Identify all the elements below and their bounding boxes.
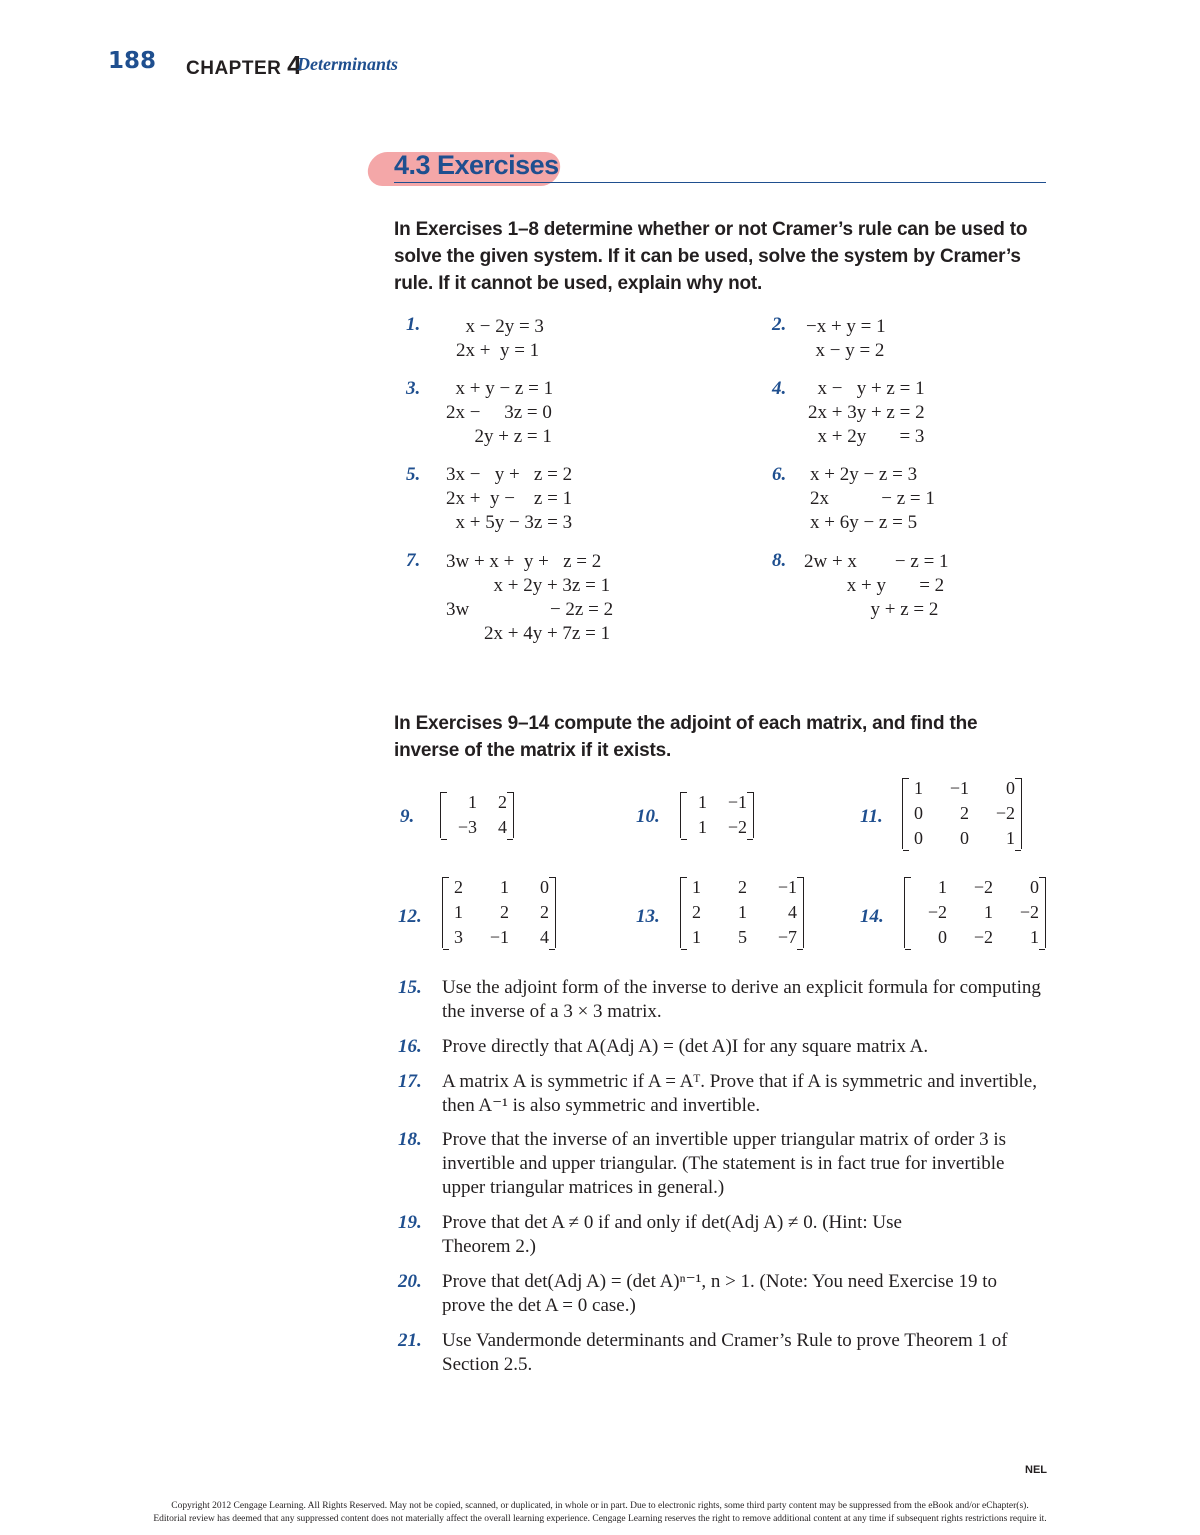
- matrix-cell: 2: [540, 902, 549, 922]
- exercise-number: 14.: [860, 906, 884, 927]
- matrix-cell: 1: [454, 902, 463, 922]
- exercise-number: 9.: [400, 806, 415, 827]
- equation-line: −x + y = 1: [806, 316, 886, 337]
- equation-system: [446, 377, 553, 449]
- matrix-cell: 1: [468, 792, 477, 812]
- matrix-cell: 1: [914, 778, 923, 798]
- exercise-number: 4.: [772, 378, 787, 399]
- equation-line: 3x − y + z = 2: [446, 464, 573, 485]
- equation-system: [446, 463, 572, 535]
- matrix: [680, 792, 754, 838]
- equation-line: x + 6y − z = 5: [810, 512, 918, 533]
- exercise-number: 21.: [398, 1330, 422, 1351]
- exercise-number: 18.: [398, 1129, 422, 1150]
- matrix: [680, 877, 804, 948]
- matrix-cell: 1: [738, 902, 747, 922]
- exercise-number: 3.: [406, 378, 421, 399]
- copyright-line: Editorial review has deemed that any suppressed content does not materially affect the overall learning experience. Cengage Learning reserves the right to remove additional content at any time if subsequent rights restrictions require it.: [153, 1514, 1047, 1524]
- matrix-cell: 1: [1030, 927, 1039, 947]
- equation-line: 3w − 2z = 2: [446, 599, 614, 620]
- exercise-number: 12.: [398, 906, 422, 927]
- matrix-cell: 1: [692, 877, 701, 897]
- matrix-cell: −3: [457, 817, 477, 837]
- problem-text: Prove that det(Adj A) = (det A)ⁿ⁻¹, n > 1. (Note: You need Exercise 19 to prove the det A = 0 case.): [442, 1271, 997, 1316]
- exercise-number: 16.: [398, 1036, 422, 1057]
- equation-system: [456, 315, 544, 363]
- equation-system: [806, 315, 886, 363]
- equation-line: 3w + x + y + z = 2: [446, 551, 602, 572]
- matrix-cell: 0: [1006, 778, 1015, 798]
- matrix-cell: −2: [1019, 902, 1039, 922]
- section-rule: [394, 182, 1046, 183]
- equation-line: x + 5y − 3z = 3: [446, 512, 573, 533]
- matrix-cell: 2: [692, 902, 701, 922]
- equation-system: [810, 463, 935, 535]
- equation-line: 2w + x − z = 1: [804, 551, 949, 572]
- chapter-title: Determinants: [297, 54, 399, 74]
- matrix-cell: 1: [984, 902, 993, 922]
- matrix-cell: −2: [927, 902, 947, 922]
- exercise-number: 20.: [398, 1271, 422, 1292]
- exercise-number: 1.: [406, 314, 421, 335]
- matrix-cell: 0: [914, 803, 923, 823]
- exercise-number: 11.: [860, 806, 883, 827]
- matrix-cell: 1: [500, 877, 509, 897]
- matrix-cell: 4: [788, 902, 797, 922]
- matrix-cell: 1: [698, 817, 707, 837]
- problem-text: Use the adjoint form of the inverse to derive an explicit formula for computing the inverse of a 3 × 3 matrix.: [442, 977, 1041, 1022]
- matrix-cell: −1: [777, 877, 797, 897]
- matrix-cell: 2: [498, 792, 507, 812]
- instructions-cramer: In Exercises 1–8 determine whether or not Cramer’s rule can be used to solve the given system. If it can be used, solve the system by Cramer’s rule. If it cannot be used, explain why not.: [394, 219, 1028, 294]
- matrix-cell: 0: [540, 877, 549, 897]
- page-number: 188: [108, 48, 157, 74]
- matrix-cell: −1: [727, 792, 747, 812]
- chapter-number: 4: [287, 50, 303, 80]
- equation-line: x − y + z = 1: [808, 378, 925, 399]
- exercise-number: 10.: [636, 806, 660, 827]
- equation-line: x + 2y + 3z = 1: [446, 575, 611, 596]
- equation-line: 2x − 3z = 0: [446, 402, 552, 423]
- matrix: [440, 792, 514, 838]
- instructions-adjoint: In Exercises 9–14 compute the adjoint of each matrix, and find the inverse of the matrix if it exists.: [394, 713, 978, 761]
- problem-text: Prove that det A ≠ 0 if and only if det(Adj A) ≠ 0. (Hint: Use Theorem 2.): [442, 1212, 902, 1257]
- problem-text: Use Vandermonde determinants and Cramer’s Rule to prove Theorem 1 of Section 2.5.: [442, 1330, 1008, 1375]
- matrix-cell: 2: [738, 877, 747, 897]
- equation-line: x + 2y − z = 3: [810, 464, 918, 485]
- exercise-number: 19.: [398, 1212, 422, 1233]
- matrix-cell: 0: [960, 828, 969, 848]
- matrix-cell: −7: [777, 927, 797, 947]
- exercise-number: 8.: [772, 550, 787, 571]
- matrix-cell: 5: [738, 927, 747, 947]
- equation-line: x − 2y = 3: [456, 316, 544, 337]
- matrix-cell: 2: [454, 877, 463, 897]
- matrix-cell: 1: [698, 792, 707, 812]
- matrix-cell: 4: [540, 927, 549, 947]
- equation-line: 2x + y = 1: [456, 340, 540, 361]
- equation-line: x + 2y = 3: [808, 426, 925, 447]
- exercise-number: 15.: [398, 977, 422, 998]
- equation-line: 2x + 3y + z = 2: [808, 402, 925, 423]
- exercise-number: 6.: [772, 464, 787, 485]
- problem-text: A matrix A is symmetric if A = Aᵀ. Prove that if A is symmetric and invertible, then A⁻¹ is also symmetric and invertible.: [442, 1071, 1037, 1116]
- matrix: [442, 877, 556, 948]
- equation-system: [808, 377, 925, 449]
- exercise-number: 13.: [636, 906, 660, 927]
- exercise-number: 2.: [772, 314, 787, 335]
- publisher-mark: NEL: [1025, 1464, 1047, 1476]
- matrix-cell: −2: [973, 927, 993, 947]
- equation-system: [446, 550, 613, 646]
- equation-line: 2x + y − z = 1: [446, 488, 573, 509]
- matrix-cell: −2: [995, 803, 1015, 823]
- problem-text: Prove directly that A(Adj A) = (det A)I for any square matrix A.: [442, 1036, 929, 1057]
- chapter-label: [186, 50, 302, 81]
- matrix-cell: 1: [1006, 828, 1015, 848]
- matrix-cell: 0: [914, 828, 923, 848]
- matrix-cell: −2: [727, 817, 747, 837]
- exercise-number: 7.: [406, 550, 421, 571]
- copyright-line: Copyright 2012 Cengage Learning. All Rights Reserved. May not be copied, scanned, or duplicated, in whole or in part. Due to electronic rights, some third party content may be suppressed from the eBook and/or eChapter(s).: [171, 1501, 1029, 1511]
- matrix-cell: −1: [949, 778, 969, 798]
- matrix-cell: 0: [938, 927, 947, 947]
- problem-text: Prove that the inverse of an invertible upper triangular matrix of order 3 is invertible and upper triangular. (The statement is in fact true for invertible upper triangular matrices in general.): [442, 1129, 1007, 1198]
- matrix-cell: 3: [454, 927, 463, 947]
- equation-line: 2y + z = 1: [446, 426, 552, 447]
- exercise-number: 17.: [398, 1071, 422, 1092]
- exercise-number: 5.: [406, 464, 421, 485]
- matrix-cell: 1: [692, 927, 701, 947]
- matrix: [902, 778, 1022, 849]
- matrix-cell: 4: [498, 817, 507, 837]
- equation-line: x − y = 2: [806, 340, 885, 361]
- section-title: 4.3 Exercises: [394, 150, 559, 180]
- matrix-cell: 1: [938, 877, 947, 897]
- matrix-cell: 2: [500, 902, 509, 922]
- equation-line: x + y − z = 1: [446, 378, 554, 399]
- chapter-word: CHAPTER: [186, 58, 282, 79]
- equation-line: x + y = 2: [804, 575, 945, 596]
- matrix-cell: −2: [973, 877, 993, 897]
- matrix: [904, 877, 1046, 948]
- matrix-cell: 0: [1030, 877, 1039, 897]
- equation-line: 2x − z = 1: [810, 488, 935, 509]
- equation-system: [804, 550, 949, 622]
- equation-line: 2x + 4y + 7z = 1: [446, 623, 611, 644]
- matrix-cell: 2: [960, 803, 969, 823]
- matrix-cell: −1: [489, 927, 509, 947]
- equation-line: y + z = 2: [804, 599, 939, 620]
